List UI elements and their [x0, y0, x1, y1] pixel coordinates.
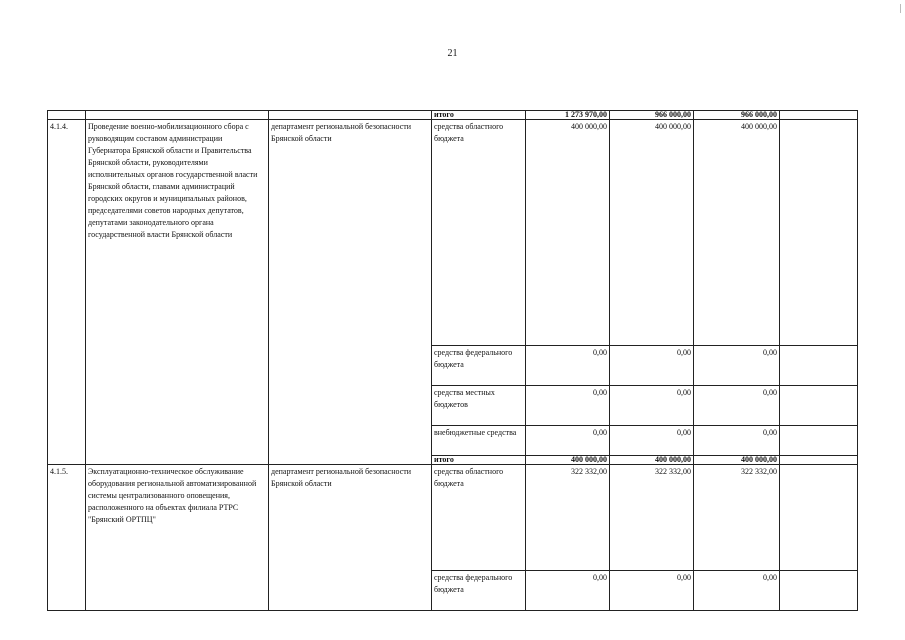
item-name: Эксплуатационно-техническое обслуживание оборудования региональной автоматизированной системы централизованного оповещения, расположенного на объектах филиала РТРС "Брянский ОРТПЦ" [86, 465, 269, 611]
source-value: 400 000,00 [526, 120, 610, 346]
source-label: средства федерального бюджета [432, 346, 526, 386]
item-name: Проведение военно-мобилизационного сбора с руководящим составом администрации Губернатора Брянской области и Правительства Брянской области, руководителями исполнительных органов государственной власти Брянской области, главами администраций городских округов и муниципальных районов, председателями советов народных депутатов, депутатами законодательного органа государственной власти Брянской области [86, 120, 269, 465]
source-value: 0,00 [694, 346, 780, 386]
table-row [48, 120, 858, 346]
total-value: 966 000,00 [610, 111, 694, 120]
source-value: 0,00 [526, 346, 610, 386]
subtotal-value: 400 000,00 [610, 456, 694, 465]
source-value: 322 332,00 [694, 465, 780, 571]
source-label: средства областного бюджета [432, 465, 526, 571]
source-label: средства федерального бюджета [432, 571, 526, 611]
source-label: средства местных бюджетов [432, 386, 526, 426]
subtotal-value: 400 000,00 [694, 456, 780, 465]
item-executor: департамент региональной безопасности Брянской области [269, 120, 432, 465]
source-label: средства областного бюджета [432, 120, 526, 346]
source-value: 0,00 [694, 386, 780, 426]
scan-edge-mark [900, 4, 901, 13]
subtotal-value: 400 000,00 [526, 456, 610, 465]
item-index: 4.1.5. [48, 465, 86, 611]
table-row-top-total [48, 111, 858, 120]
total-value: 966 000,00 [694, 111, 780, 120]
source-value: 0,00 [526, 426, 610, 456]
source-value: 322 332,00 [526, 465, 610, 571]
source-value: 400 000,00 [694, 120, 780, 346]
source-value: 0,00 [610, 386, 694, 426]
total-label: итого [432, 111, 526, 120]
source-value: 0,00 [526, 571, 610, 611]
source-value: 0,00 [610, 571, 694, 611]
source-value: 400 000,00 [610, 120, 694, 346]
item-executor: департамент региональной безопасности Брянской области [269, 465, 432, 611]
source-value: 0,00 [694, 571, 780, 611]
source-value: 0,00 [610, 426, 694, 456]
source-value: 322 332,00 [610, 465, 694, 571]
table-row [48, 465, 858, 571]
total-value: 1 273 970,00 [526, 111, 610, 120]
page-number: 21 [447, 48, 458, 59]
source-value: 0,00 [610, 346, 694, 386]
source-value: 0,00 [694, 426, 780, 456]
item-index: 4.1.4. [48, 120, 86, 465]
subtotal-label: итого [432, 456, 526, 465]
source-label: внебюджетные средства [432, 426, 526, 456]
source-value: 0,00 [526, 386, 610, 426]
budget-table [47, 110, 858, 611]
